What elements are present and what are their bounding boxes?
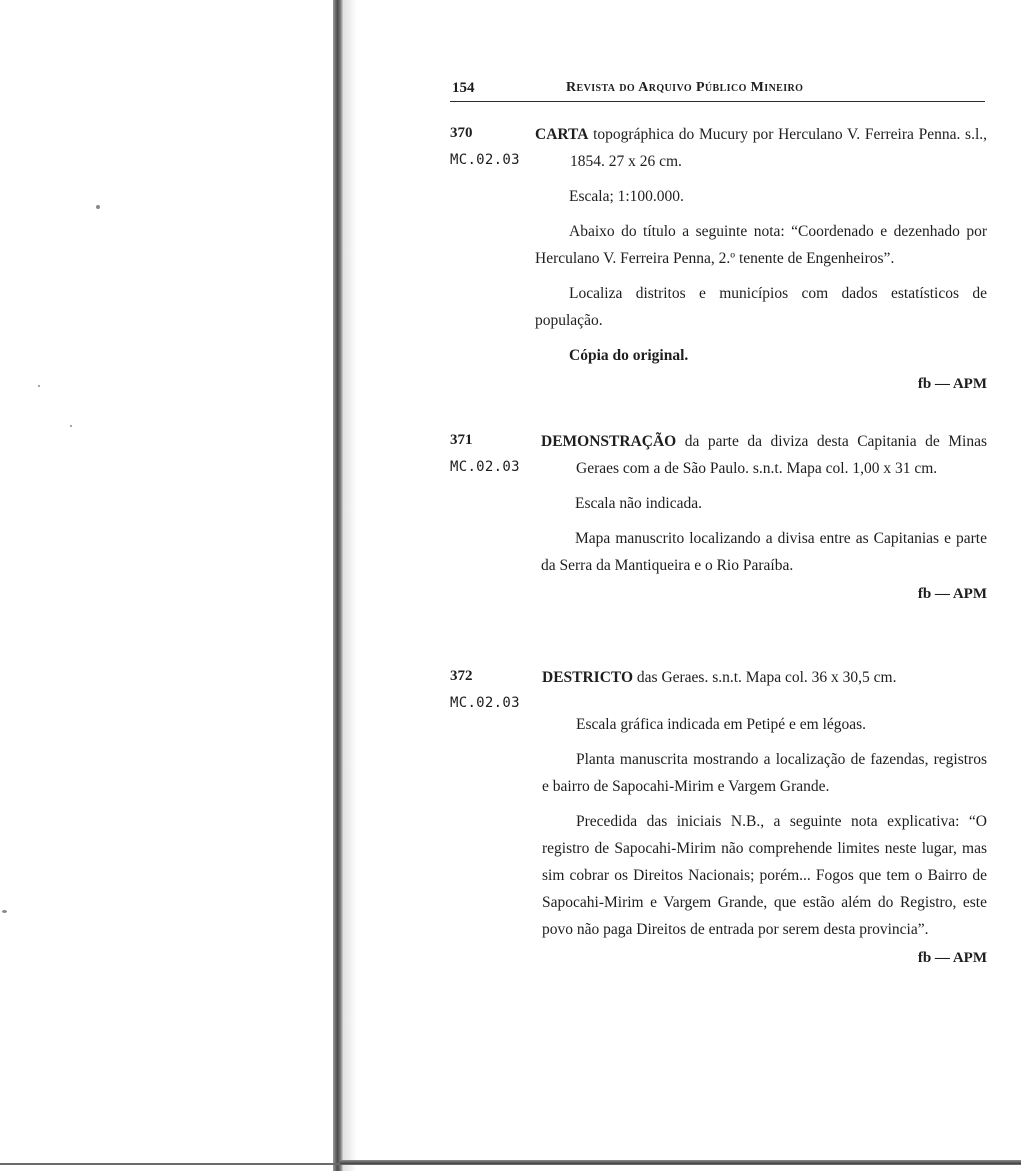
entry-number: 372 (450, 668, 473, 684)
entry-description: Mapa manuscrito localizando a divisa entre as Capitanias e parte da Serra da Mantiqueira e o Rio Paraíba. (541, 530, 987, 574)
book-gutter (333, 0, 343, 1171)
entry-body (541, 428, 987, 605)
gutter-shadow (343, 0, 357, 1171)
scan-speck (2, 910, 7, 913)
entry-source: fb — APM (917, 586, 987, 602)
scan-speck (70, 425, 72, 427)
entry-description: Planta manuscrita mostrando a localização de fazendas, registros e bairro de Sapocahi-Mirim e Vargem Grande. (542, 751, 987, 795)
entry-source: fb — APM (917, 376, 987, 392)
entry-scale: Escala gráfica indicada em Petipé e em légoas. (576, 716, 867, 733)
entry-title (541, 428, 987, 482)
entry-title-lead: DESTRICTO (542, 669, 634, 686)
scan-speck (96, 205, 100, 209)
page-bottom-edge-right (340, 1160, 1021, 1164)
entry-scale: Escala; 1:100.000. (569, 188, 684, 205)
entry-scale: Escala não indicada. (575, 495, 702, 512)
facing-page-margin (0, 0, 333, 1171)
entry-code: MC.02.03 (450, 695, 520, 711)
entry-number: 370 (450, 125, 473, 141)
scan-speck (38, 385, 40, 387)
entry-title (535, 121, 987, 175)
entry-description: Localiza distritos e municípios com dados estatísticos de população. (535, 285, 987, 329)
entry-title-rest: das Geraes. s.n.t. Mapa col. 36 x 30,5 cm. (636, 669, 897, 686)
entry-code: MC.02.03 (450, 459, 520, 475)
entry-title-rest: topográphica do Mucury por Herculano V. Ferreira Penna. s.l., 1854. 27 x 26 cm. (570, 126, 987, 170)
entry-title-rest: da parte da diviza desta Capitania de Minas Geraes com a de São Paulo. s.n.t. Mapa col. 1,00 x 31 cm. (576, 433, 988, 477)
entry-source: fb — APM (917, 950, 987, 966)
entry-title (542, 664, 987, 691)
entry-body (542, 664, 987, 969)
entry-title-lead: DEMONSTRAÇÃO (541, 433, 677, 450)
entry-number: 371 (450, 432, 473, 448)
entry-note: Abaixo do título a seguinte nota: “Coordenado e dezenhado por Herculano V. Ferreira Penna, 2.º tenente de Engenheiros”. (535, 223, 987, 267)
entry-title-lead: CARTA (535, 126, 589, 143)
entry-code: MC.02.03 (450, 152, 520, 168)
page-number: 154 (452, 80, 475, 96)
entry-body (535, 121, 987, 395)
running-head: Revista do Arquivo Público Mineiro (566, 80, 804, 95)
entry-copy-note: Cópia do original. (569, 347, 689, 364)
entry-note: Precedida das iniciais N.B., a seguinte nota explicativa: “O registro de Sapocahi-Mirim não comprehende limites neste lugar, mas sim cobrar os Direitos Nacionais; porém... Fogos que tem o Bairro de Sapocahi-Mirim e Vargem Grande, que estão além do Registro, este povo não paga Direitos de entrada por serem desta provincia”. (542, 813, 987, 938)
header-rule (450, 101, 985, 102)
